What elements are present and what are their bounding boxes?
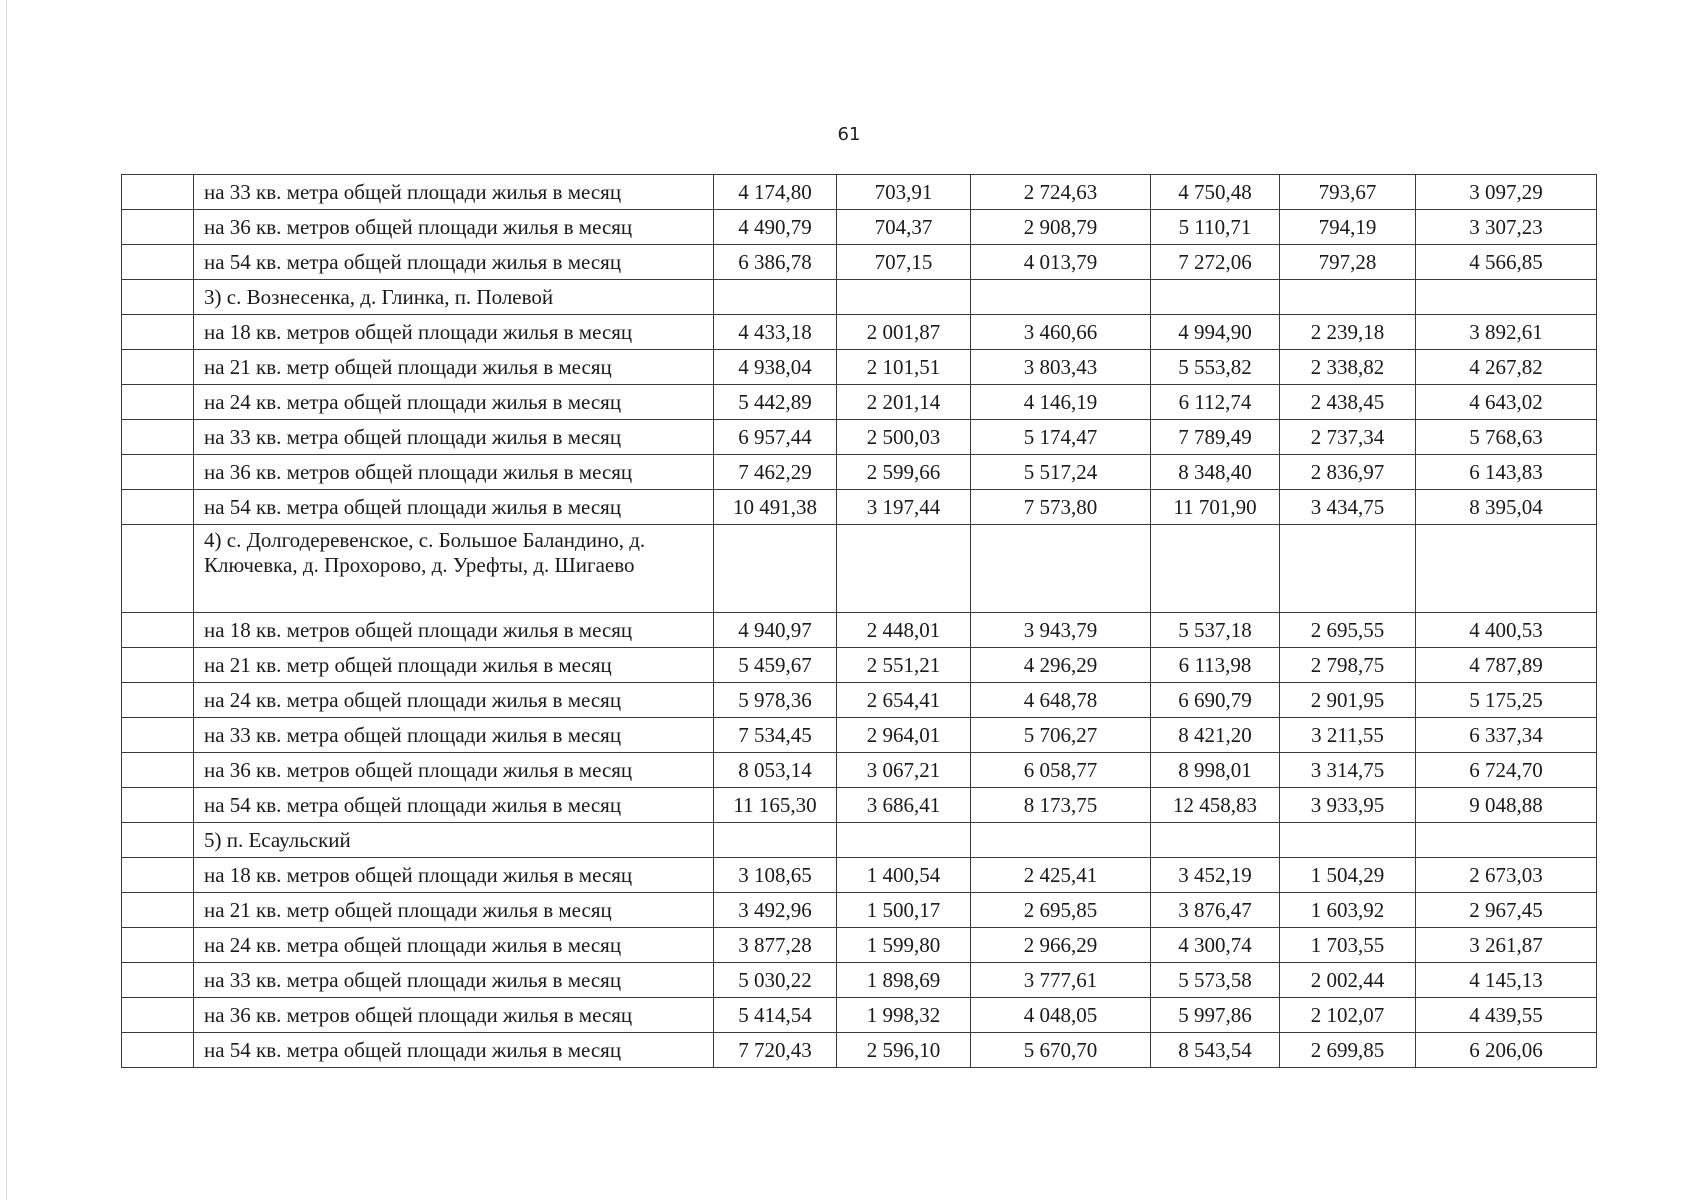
table-row — [122, 718, 1597, 753]
index-cell — [122, 490, 194, 525]
value-cell: 1 703,55 — [1280, 928, 1416, 963]
table-row — [122, 455, 1597, 490]
index-cell — [122, 718, 194, 753]
value-cell — [714, 280, 837, 315]
value-cell: 7 462,29 — [714, 455, 837, 490]
value-cell: 4 146,19 — [971, 385, 1151, 420]
row-label: на 21 кв. метр общей площади жилья в месяц — [194, 648, 714, 683]
value-cell: 4 400,53 — [1416, 613, 1597, 648]
value-cell: 4 267,82 — [1416, 350, 1597, 385]
value-cell: 5 175,25 — [1416, 683, 1597, 718]
value-cell: 6 113,98 — [1151, 648, 1280, 683]
value-cell: 3 197,44 — [837, 490, 971, 525]
index-cell — [122, 648, 194, 683]
index-cell — [122, 858, 194, 893]
value-cell: 1 603,92 — [1280, 893, 1416, 928]
index-cell — [122, 788, 194, 823]
table-row — [122, 858, 1597, 893]
table-row — [122, 613, 1597, 648]
value-cell: 4 013,79 — [971, 245, 1151, 280]
value-cell: 5 110,71 — [1151, 210, 1280, 245]
row-label: на 36 кв. метров общей площади жилья в месяц — [194, 753, 714, 788]
value-cell: 4 490,79 — [714, 210, 837, 245]
value-cell: 797,28 — [1280, 245, 1416, 280]
value-cell: 2 695,55 — [1280, 613, 1416, 648]
value-cell: 2 699,85 — [1280, 1033, 1416, 1068]
value-cell: 7 272,06 — [1151, 245, 1280, 280]
value-cell: 3 108,65 — [714, 858, 837, 893]
value-cell: 2 425,41 — [971, 858, 1151, 893]
value-cell: 9 048,88 — [1416, 788, 1597, 823]
table-body — [122, 175, 1597, 1068]
section-header-row — [122, 823, 1597, 858]
row-label: на 33 кв. метра общей площади жилья в месяц — [194, 718, 714, 753]
value-cell: 4 787,89 — [1416, 648, 1597, 683]
index-cell — [122, 998, 194, 1033]
value-cell: 4 048,05 — [971, 998, 1151, 1033]
value-cell: 7 789,49 — [1151, 420, 1280, 455]
value-cell: 703,91 — [837, 175, 971, 210]
value-cell: 5 978,36 — [714, 683, 837, 718]
value-cell: 3 434,75 — [1280, 490, 1416, 525]
value-cell: 3 261,87 — [1416, 928, 1597, 963]
table-row — [122, 210, 1597, 245]
value-cell — [1280, 823, 1416, 858]
value-cell: 4 296,29 — [971, 648, 1151, 683]
value-cell: 3 307,23 — [1416, 210, 1597, 245]
value-cell: 2 654,41 — [837, 683, 971, 718]
row-label: на 18 кв. метров общей площади жилья в месяц — [194, 858, 714, 893]
value-cell — [1280, 280, 1416, 315]
value-cell: 3 876,47 — [1151, 893, 1280, 928]
value-cell: 4 174,80 — [714, 175, 837, 210]
table-row — [122, 350, 1597, 385]
value-cell: 4 750,48 — [1151, 175, 1280, 210]
index-cell — [122, 525, 194, 613]
value-cell: 2 101,51 — [837, 350, 971, 385]
value-cell: 3 803,43 — [971, 350, 1151, 385]
value-cell: 2 695,85 — [971, 893, 1151, 928]
value-cell: 2 724,63 — [971, 175, 1151, 210]
value-cell: 3 314,75 — [1280, 753, 1416, 788]
index-cell — [122, 823, 194, 858]
value-cell: 3 877,28 — [714, 928, 837, 963]
row-label: на 36 кв. метров общей площади жилья в месяц — [194, 455, 714, 490]
table-row — [122, 963, 1597, 998]
row-label: на 24 кв. метра общей площади жилья в месяц — [194, 683, 714, 718]
value-cell: 5 442,89 — [714, 385, 837, 420]
value-cell: 6 143,83 — [1416, 455, 1597, 490]
value-cell: 8 395,04 — [1416, 490, 1597, 525]
index-cell — [122, 893, 194, 928]
value-cell — [971, 823, 1151, 858]
value-cell: 2 239,18 — [1280, 315, 1416, 350]
table-row — [122, 893, 1597, 928]
value-cell: 2 201,14 — [837, 385, 971, 420]
row-label: на 33 кв. метра общей площади жилья в месяц — [194, 420, 714, 455]
row-label: на 24 кв. метра общей площади жилья в месяц — [194, 385, 714, 420]
value-cell: 2 964,01 — [837, 718, 971, 753]
value-cell — [1151, 525, 1280, 613]
index-cell — [122, 210, 194, 245]
value-cell: 3 452,19 — [1151, 858, 1280, 893]
value-cell: 7 534,45 — [714, 718, 837, 753]
value-cell: 12 458,83 — [1151, 788, 1280, 823]
value-cell: 8 348,40 — [1151, 455, 1280, 490]
value-cell: 793,67 — [1280, 175, 1416, 210]
value-cell: 4 994,90 — [1151, 315, 1280, 350]
value-cell: 8 998,01 — [1151, 753, 1280, 788]
index-cell — [122, 420, 194, 455]
value-cell — [1416, 525, 1597, 613]
value-cell: 4 300,74 — [1151, 928, 1280, 963]
value-cell: 4 566,85 — [1416, 245, 1597, 280]
value-cell — [1151, 823, 1280, 858]
value-cell: 6 690,79 — [1151, 683, 1280, 718]
row-label: на 54 кв. метра общей площади жилья в месяц — [194, 1033, 714, 1068]
value-cell: 2 596,10 — [837, 1033, 971, 1068]
value-cell: 10 491,38 — [714, 490, 837, 525]
value-cell — [837, 525, 971, 613]
section-header-row — [122, 280, 1597, 315]
value-cell: 2 500,03 — [837, 420, 971, 455]
value-cell: 8 543,54 — [1151, 1033, 1280, 1068]
value-cell — [1151, 280, 1280, 315]
value-cell: 2 673,03 — [1416, 858, 1597, 893]
index-cell — [122, 1033, 194, 1068]
value-cell: 2 338,82 — [1280, 350, 1416, 385]
value-cell: 3 892,61 — [1416, 315, 1597, 350]
value-cell: 5 517,24 — [971, 455, 1151, 490]
value-cell: 5 768,63 — [1416, 420, 1597, 455]
index-cell — [122, 245, 194, 280]
table-row — [122, 1033, 1597, 1068]
value-cell: 1 400,54 — [837, 858, 971, 893]
table-row — [122, 788, 1597, 823]
value-cell: 1 998,32 — [837, 998, 971, 1033]
scan-edge-line — [6, 0, 7, 1200]
value-cell: 2 448,01 — [837, 613, 971, 648]
row-label: на 18 кв. метров общей площади жилья в месяц — [194, 315, 714, 350]
row-label: на 33 кв. метра общей площади жилья в месяц — [194, 963, 714, 998]
value-cell: 5 030,22 — [714, 963, 837, 998]
page-number: 61 — [837, 124, 861, 145]
value-cell: 4 439,55 — [1416, 998, 1597, 1033]
row-label: на 24 кв. метра общей площади жилья в месяц — [194, 928, 714, 963]
index-cell — [122, 928, 194, 963]
row-label: на 54 кв. метра общей площади жилья в месяц — [194, 490, 714, 525]
index-cell — [122, 175, 194, 210]
value-cell: 5 174,47 — [971, 420, 1151, 455]
row-label: на 36 кв. метров общей площади жилья в месяц — [194, 210, 714, 245]
row-label: на 36 кв. метров общей площади жилья в месяц — [194, 998, 714, 1033]
value-cell: 3 943,79 — [971, 613, 1151, 648]
value-cell — [837, 280, 971, 315]
value-cell: 3 211,55 — [1280, 718, 1416, 753]
value-cell: 2 836,97 — [1280, 455, 1416, 490]
value-cell: 3 067,21 — [837, 753, 971, 788]
table-row — [122, 420, 1597, 455]
table-row — [122, 490, 1597, 525]
value-cell: 704,37 — [837, 210, 971, 245]
value-cell: 2 599,66 — [837, 455, 971, 490]
value-cell: 6 337,34 — [1416, 718, 1597, 753]
table-row — [122, 648, 1597, 683]
index-cell — [122, 350, 194, 385]
index-cell — [122, 613, 194, 648]
value-cell: 3 097,29 — [1416, 175, 1597, 210]
value-cell — [1416, 280, 1597, 315]
value-cell: 8 173,75 — [971, 788, 1151, 823]
value-cell: 2 438,45 — [1280, 385, 1416, 420]
value-cell: 4 938,04 — [714, 350, 837, 385]
value-cell: 2 901,95 — [1280, 683, 1416, 718]
value-cell — [1280, 525, 1416, 613]
index-cell — [122, 315, 194, 350]
section-label: 3) с. Вознесенка, д. Глинка, п. Полевой — [194, 280, 714, 315]
index-cell — [122, 280, 194, 315]
value-cell: 2 002,44 — [1280, 963, 1416, 998]
value-cell: 5 414,54 — [714, 998, 837, 1033]
value-cell: 8 421,20 — [1151, 718, 1280, 753]
row-label: на 21 кв. метр общей площади жилья в месяц — [194, 350, 714, 385]
value-cell — [971, 525, 1151, 613]
value-cell — [971, 280, 1151, 315]
value-cell: 7 573,80 — [971, 490, 1151, 525]
value-cell: 1 898,69 — [837, 963, 971, 998]
table-row — [122, 683, 1597, 718]
table-row — [122, 245, 1597, 280]
value-cell: 2 737,34 — [1280, 420, 1416, 455]
value-cell: 707,15 — [837, 245, 971, 280]
value-cell: 4 145,13 — [1416, 963, 1597, 998]
table-row — [122, 998, 1597, 1033]
value-cell: 4 643,02 — [1416, 385, 1597, 420]
value-cell: 2 001,87 — [837, 315, 971, 350]
index-cell — [122, 683, 194, 718]
value-cell: 6 058,77 — [971, 753, 1151, 788]
value-cell: 8 053,14 — [714, 753, 837, 788]
value-cell: 794,19 — [1280, 210, 1416, 245]
row-label: на 33 кв. метра общей площади жилья в месяц — [194, 175, 714, 210]
value-cell: 4 940,97 — [714, 613, 837, 648]
value-cell: 3 492,96 — [714, 893, 837, 928]
value-cell: 2 798,75 — [1280, 648, 1416, 683]
index-cell — [122, 963, 194, 998]
value-cell: 3 460,66 — [971, 315, 1151, 350]
value-cell: 5 573,58 — [1151, 963, 1280, 998]
table-row — [122, 753, 1597, 788]
value-cell: 2 908,79 — [971, 210, 1151, 245]
value-cell: 5 706,27 — [971, 718, 1151, 753]
row-label: на 18 кв. метров общей площади жилья в месяц — [194, 613, 714, 648]
row-label: на 54 кв. метра общей площади жилья в месяц — [194, 788, 714, 823]
value-cell: 6 386,78 — [714, 245, 837, 280]
value-cell: 2 967,45 — [1416, 893, 1597, 928]
value-cell: 3 777,61 — [971, 963, 1151, 998]
value-cell: 2 551,21 — [837, 648, 971, 683]
value-cell: 6 957,44 — [714, 420, 837, 455]
index-cell — [122, 385, 194, 420]
row-label: на 54 кв. метра общей площади жилья в месяц — [194, 245, 714, 280]
section-label: 4) с. Долгодеревенское, с. Большое Баландино, д. Ключевка, д. Прохорово, д. Урефты, д. Шигаево — [194, 525, 714, 613]
section-label: 5) п. Есаульский — [194, 823, 714, 858]
index-cell — [122, 455, 194, 490]
value-cell: 1 599,80 — [837, 928, 971, 963]
value-cell: 4 648,78 — [971, 683, 1151, 718]
section-header-row — [122, 525, 1597, 613]
value-cell: 6 724,70 — [1416, 753, 1597, 788]
value-cell: 1 500,17 — [837, 893, 971, 928]
value-cell: 2 966,29 — [971, 928, 1151, 963]
value-cell: 6 206,06 — [1416, 1033, 1597, 1068]
value-cell: 6 112,74 — [1151, 385, 1280, 420]
value-cell: 1 504,29 — [1280, 858, 1416, 893]
value-cell: 7 720,43 — [714, 1033, 837, 1068]
value-cell — [1416, 823, 1597, 858]
value-cell: 5 553,82 — [1151, 350, 1280, 385]
table-row — [122, 315, 1597, 350]
index-cell — [122, 753, 194, 788]
value-cell: 5 459,67 — [714, 648, 837, 683]
value-cell: 5 537,18 — [1151, 613, 1280, 648]
table-row — [122, 175, 1597, 210]
value-cell — [714, 823, 837, 858]
tariff-table — [121, 174, 1597, 1068]
value-cell: 11 701,90 — [1151, 490, 1280, 525]
value-cell — [714, 525, 837, 613]
row-label: на 21 кв. метр общей площади жилья в месяц — [194, 893, 714, 928]
value-cell: 2 102,07 — [1280, 998, 1416, 1033]
table-row — [122, 928, 1597, 963]
table-row — [122, 385, 1597, 420]
value-cell: 3 933,95 — [1280, 788, 1416, 823]
value-cell: 5 997,86 — [1151, 998, 1280, 1033]
value-cell: 4 433,18 — [714, 315, 837, 350]
value-cell: 3 686,41 — [837, 788, 971, 823]
value-cell: 5 670,70 — [971, 1033, 1151, 1068]
value-cell — [837, 823, 971, 858]
value-cell: 11 165,30 — [714, 788, 837, 823]
